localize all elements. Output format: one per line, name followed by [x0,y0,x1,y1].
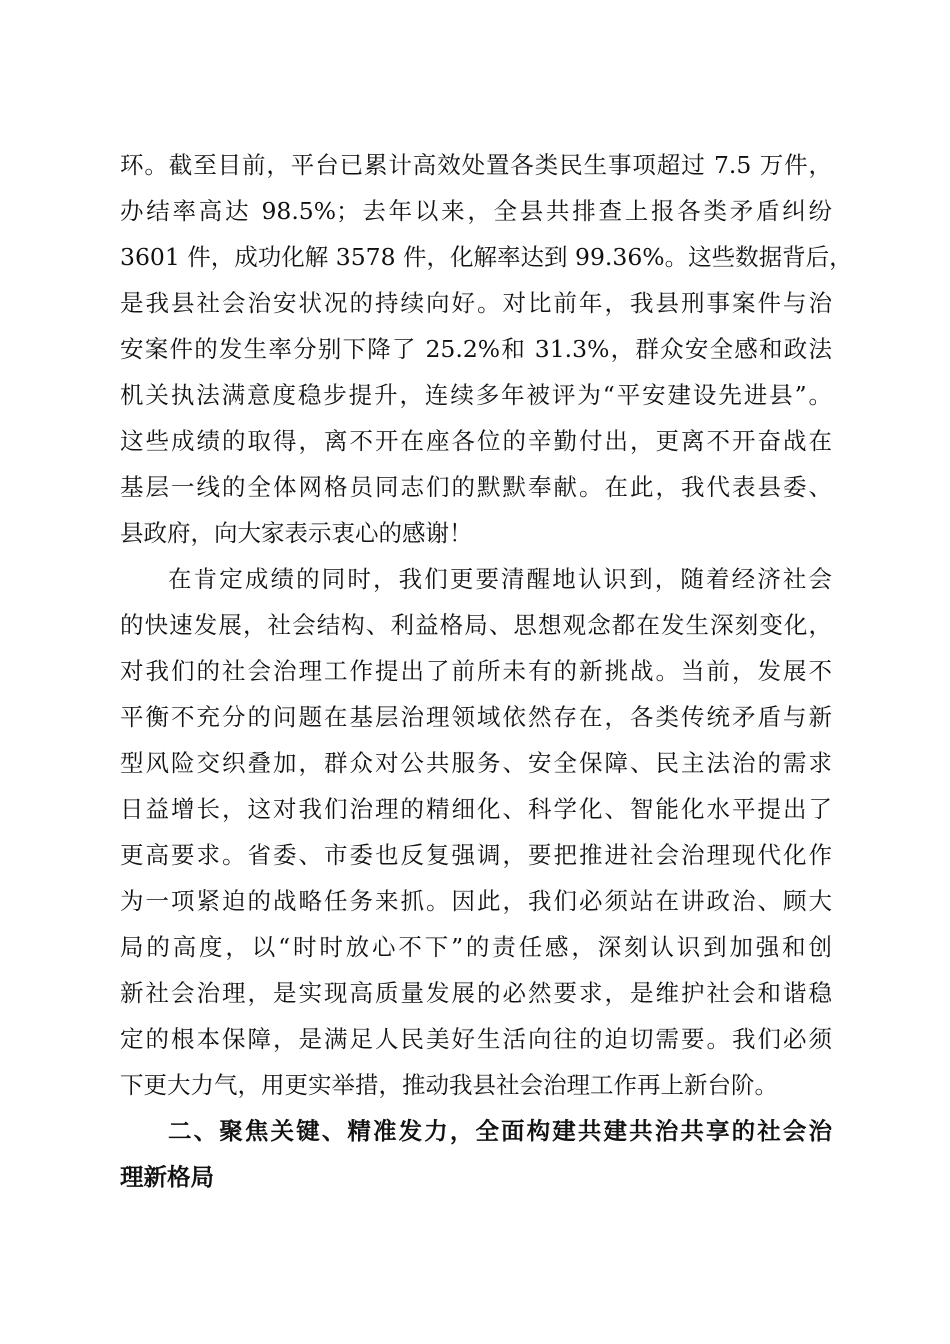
paragraph-line: 3601 件，成功化解 3578 件，化解率达到 99.36%。这些数据背后， [120,243,853,271]
paragraph-line: 是我县社会治安状况的持续向好。对比前年，我县刑事案件与治 [120,289,832,317]
paragraph-line: 对我们的社会治理工作提出了前所未有的新挑战。当前，发展不 [120,657,832,685]
paragraph-achievements [120,142,853,556]
paragraph-line: 型风险交织叠加，群众对公共服务、安全保障、民主法治的需求 [120,749,832,777]
paragraph-line: 的快速发展，社会结构、利益格局、思想观念都在发生深刻变化， [120,611,832,639]
heading-line: 二、聚焦关键、精准发力，全面构建共建共治共享的社会治 [168,1117,832,1145]
paragraph-line: 安案件的发生率分别下降了 25.2%和 31.3%，群众安全感和政法 [120,335,832,363]
paragraph-line: 这些成绩的取得，离不开在座各位的辛勤付出，更离不开奋战在 [120,427,832,455]
document-body [120,142,853,1200]
paragraph-line: 平衡不充分的问题在基层治理领域依然存在，各类传统矛盾与新 [120,703,832,731]
paragraph-line: 机关执法满意度稳步提升，连续多年被评为“平安建设先进县”。 [120,381,832,409]
paragraph-line: 局的高度，以“时时放心不下”的责任感，深刻认识到加强和创 [120,933,832,961]
paragraph-challenges [120,556,832,1108]
paragraph-line: 环。截至目前，平台已累计高效处置各类民生事项超过 7.5 万件， [120,151,832,179]
paragraph-line: 下更大力气，用更实举措，推动我县社会治理工作再上新台阶。 [120,1071,778,1099]
paragraph-line: 新社会治理，是实现高质量发展的必然要求，是维护社会和谐稳 [120,979,832,1007]
paragraph-line: 办结率高达 98.5%；去年以来，全县共排查上报各类矛盾纠纷 [120,197,832,225]
paragraph-line: 基层一线的全体网格员同志们的默默奉献。在此，我代表县委、 [120,473,832,501]
paragraph-line: 为一项紧迫的战略任务来抓。因此，我们必须站在讲政治、顾大 [120,887,832,915]
paragraph-line: 县政府，向大家表示衷心的感谢！ [120,519,473,547]
paragraph-line: 在肯定成绩的同时，我们更要清醒地认识到，随着经济社会 [168,565,832,593]
paragraph-line: 定的根本保障，是满足人民美好生活向往的迫切需要。我们必须 [120,1025,832,1053]
heading-line: 理新格局 [120,1163,214,1191]
paragraph-line: 更高要求。省委、市委也反复强调，要把推进社会治理现代化作 [120,841,832,869]
paragraph-line: 日益增长，这对我们治理的精细化、科学化、智能化水平提出了 [120,795,832,823]
section-heading [120,1108,832,1200]
